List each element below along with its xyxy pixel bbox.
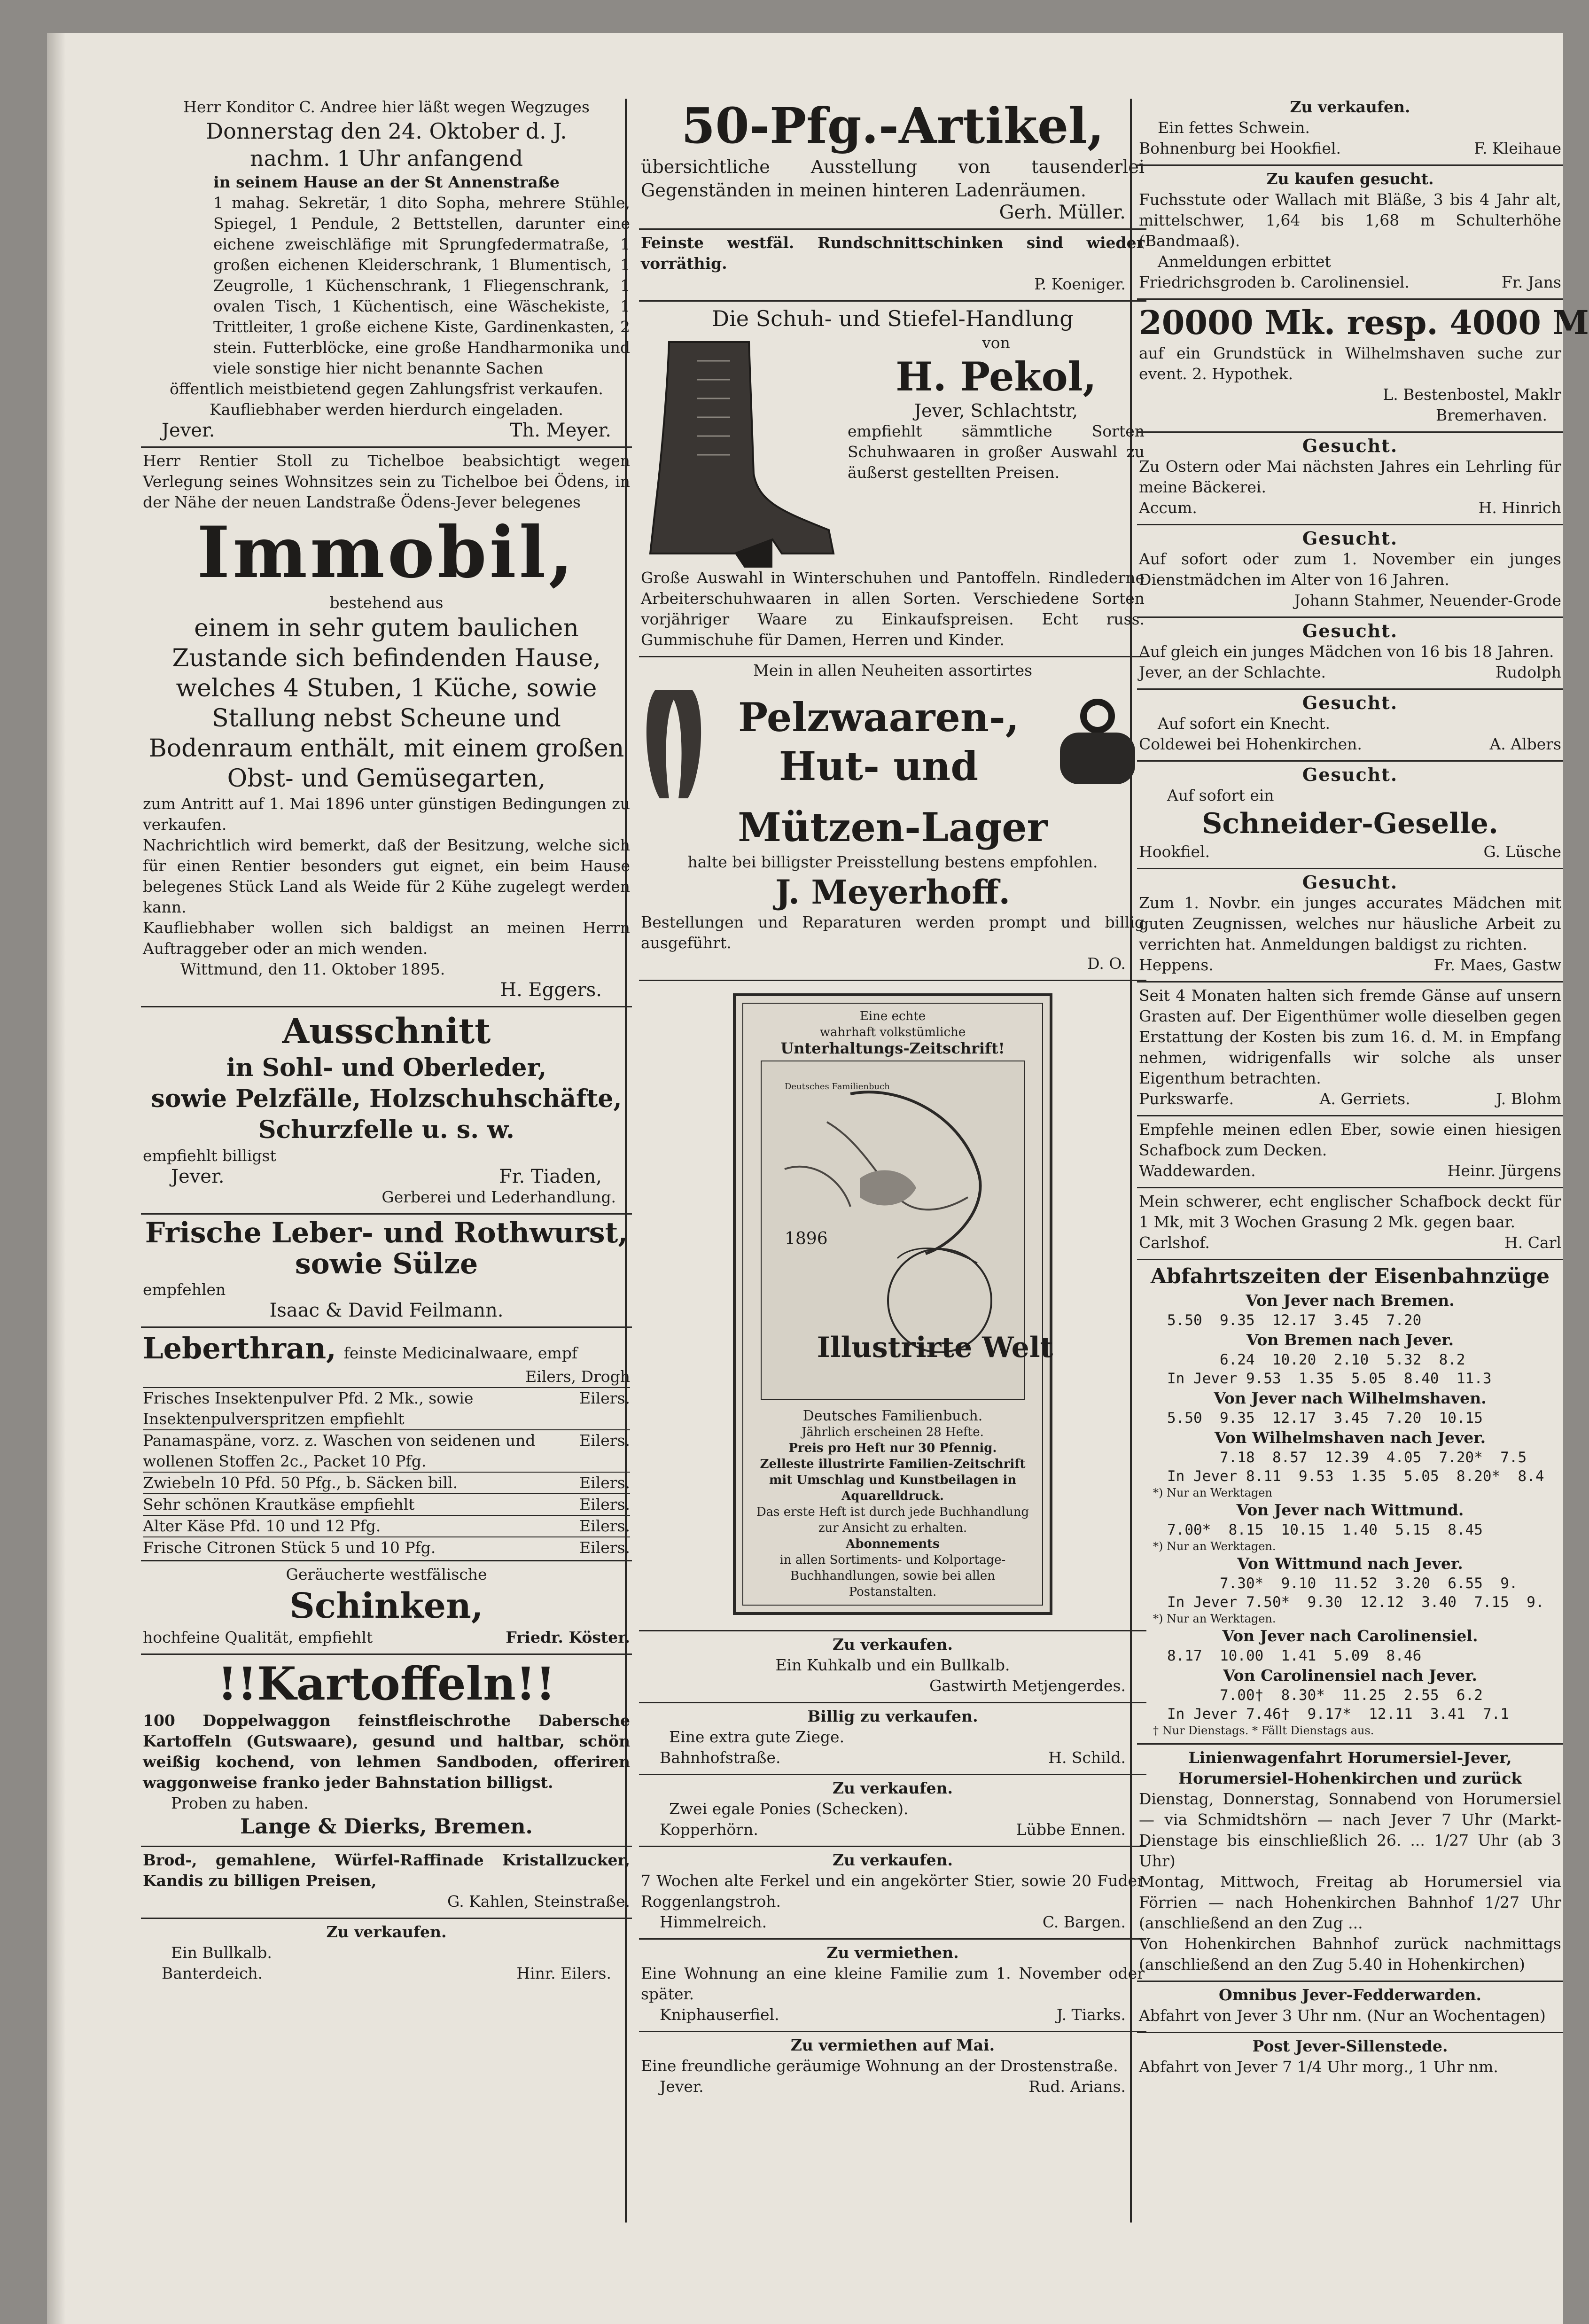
ad-stahmer <box>1137 525 1563 618</box>
eilers-line-text: Panamaspäne, vorz. z. Waschen von seidenen und wollenen Stoffen 2c., Packet 10 Pfg. <box>143 1431 536 1470</box>
ad-meyerhoff-title2: Hut- und <box>779 743 979 789</box>
eilers-line-text: Alter Käse Pfd. 10 und 12 Pfg. <box>143 1517 381 1535</box>
ad-stahmer-text: Auf sofort oder zum 1. November ein junges Dienstmädchen im Alter von 16 Jahren. <box>1139 550 1561 589</box>
ad-feilmann-title2: sowie Sülze <box>295 1248 478 1280</box>
ad-kahlen-signature: G. Kahlen, Steinstraße. <box>447 1892 630 1911</box>
ad-koeniger-signature: P. Koeniger. <box>1034 275 1126 293</box>
ad-welt-abo-head: Abonnements <box>846 1537 940 1551</box>
ad-koeniger <box>639 230 1146 302</box>
ad-welt-price: Preis pro Heft nur 30 Pfennig. <box>788 1441 997 1455</box>
eilers-line-text: Frisches Insektenpulver Pfd. 2 Mk., sowie Insektenpulverspritzen empfiehlt <box>143 1389 474 1428</box>
timetable-row: 7.30* 9.10 11.52 3.20 6.55 9. <box>1167 1575 1518 1592</box>
ad-maes-place: Heppens. <box>1139 956 1214 974</box>
newspaper-page <box>47 33 1589 2324</box>
ad-luschen-title: Schneider-Geselle. <box>1202 807 1498 840</box>
ad-bargen-head: Zu verkaufen. <box>832 1851 953 1869</box>
timetable-note: *) Nur an Werktagen. <box>1153 1540 1276 1553</box>
ad-andree-items: 1 mahag. Sekretär, 1 dito Sopha, mehrere Stühle, Spiegel, 1 Pendule, 2 Bettstellen, darunter eine eichene zweischläfige mit Sprungfedermatraße, 1 großen eichenen Kleiderschrank, 1 Blumentisch, 1 Zeugrolle, 1 Küchenschrank, 1 Fliegenschrank, 1 ovalen Tisch, 1 Küchentisch, eine Wäschekiste, 1 Trittleiter, 1 große eichene Kiste, Gardinenkasten, 2 stein. Futterblöcke, eine große Handharmonika und viele sonstige hier nicht benannte Sachen <box>213 194 630 377</box>
ad-tiaden-line3: Schurzfelle u. s. w. <box>258 1115 515 1144</box>
ad-bullkalb-signature: Hinr. Eilers. <box>516 1964 611 1982</box>
ad-andree-time: nachm. 1 Uhr anfangend <box>249 146 523 171</box>
ad-eilers-lines <box>143 1387 630 1558</box>
ad-tiaden-signature: Fr. Tiaden, <box>499 1166 602 1187</box>
ad-luschen-place: Hookfiel. <box>1139 842 1210 861</box>
ad-rudolph-signature: Rudolph <box>1495 663 1561 681</box>
ad-welt-top2: wahrhaft volkstümliche <box>819 1025 966 1039</box>
timetable-row: 5.50 9.35 12.17 3.45 7.20 10.15 <box>1167 1410 1483 1427</box>
timetable-row: 7.18 8.57 12.39 4.05 7.20* 7.5 <box>1167 1449 1527 1466</box>
timetable-route-head: Von Jever nach Wittmund. <box>1236 1501 1464 1519</box>
ad-welt-cover-imgnote: Deutsches Familienbuch <box>785 1082 890 1092</box>
ad-gerriets-text: Seit 4 Monaten halten sich fremde Gänse auf unsern Grasten auf. Der Eigenthümer wolle dieselben gegen Erstattung der Kosten bis zum 16. d. M. in Empfang nehmen, widrigenfalls wir solche als unser Eigenthum betrachten. <box>1139 986 1561 1087</box>
ad-janssen-signature: Fr. Jans <box>1501 273 1561 291</box>
ad-metjengerdes-text: Ein Kuhkalb und ein Bullkalb. <box>775 1656 1010 1674</box>
ad-welt-desc: Zelleste illustrirte Familien-Zeitschrift mit Umschlag und Kunstbeilagen in Aquarelldruck. <box>760 1457 1026 1503</box>
ad-luschen-head: Gesucht. <box>1302 764 1398 785</box>
ad-juergens-text: Empfehle meinen edlen Eber, sowie einen hiesigen Schafbock zum Decken. <box>1139 1120 1561 1159</box>
ad-andree-invite: Kaufliebhaber werden hierdurch eingeladen. <box>210 400 563 419</box>
ad-welt-frame <box>733 993 1052 1615</box>
ad-eilers-title-note: feinste Medicinalwaare, empf <box>343 1344 578 1362</box>
ad-hinrichs-head: Gesucht. <box>1302 435 1398 456</box>
ad-kahlen-text: Brod-, gemahlene, Würfel-Raffinade Kristallzucker, Kandis zu billigen Preisen, <box>143 1851 630 1890</box>
ad-hinrichs <box>1137 433 1563 525</box>
ad-kartoffeln-samples: Proben zu haben. <box>171 1794 309 1812</box>
ad-immobil-sub: bestehend aus <box>329 593 444 612</box>
timetable-row: In Jever 9.53 1.35 5.05 8.40 11.3 <box>1167 1370 1492 1387</box>
ad-koester-text: hochfeine Qualität, empfiehlt <box>143 1628 373 1646</box>
ad-bullkalb-item: Ein Bullkalb. <box>171 1943 272 1962</box>
eilers-line <box>143 1515 630 1536</box>
ad-arians-head: Zu vermiethen auf Mai. <box>790 2036 995 2054</box>
ad-immobil-title: Immobil, <box>197 511 576 594</box>
ad-omnibus-text: Abfahrt von Jever 3 Uhr nm. (Nur an Wochentagen) <box>1139 2006 1546 2025</box>
ad-ennen-place: Kopperhörn. <box>660 1820 758 1839</box>
eilers-line-signature: Eilers. <box>579 1538 630 1557</box>
ad-gerriets-sig1: A. Gerriets. <box>1319 1090 1410 1108</box>
ad-kartoffeln-signature: Lange & Dierks, Bremen. <box>240 1815 533 1839</box>
ad-schild-text: Eine extra gute Ziege. <box>669 1728 845 1746</box>
ad-feilmann-title1: Frische Leber- und Rothwurst, <box>145 1217 628 1249</box>
ad-ennen-signature: Lübbe Ennen. <box>1016 1820 1126 1839</box>
eilers-line-signature: Eilers. <box>579 1474 630 1492</box>
ad-mueller-text: übersichtliche Ausstellung von tausenderlei Gegenständen in meinen hinteren Ladenräumen. <box>641 156 1145 201</box>
eilers-line-text: Zwiebeln 10 Pfd. 50 Pfg., b. Säcken bill. <box>143 1474 458 1492</box>
ad-janssen-head: Zu kaufen gesucht. <box>1266 170 1434 188</box>
timetable-row: 5.50 9.35 12.17 3.45 7.20 <box>1167 1312 1422 1329</box>
ad-bestenbostel-title: 20000 Mk. resp. 4000 M <box>1139 303 1589 342</box>
ad-bestenbostel-city: Bremerhaven. <box>1436 406 1547 424</box>
ad-welt-cover-title: Illustrirte Welt <box>817 1331 1053 1364</box>
ad-bargen-text: 7 Wochen alte Ferkel und ein angekörter Stier, sowie 20 Fuder Roggenlangstroh. <box>641 1872 1145 1911</box>
ad-eilers-title: Leberthran, <box>143 1331 336 1365</box>
ad-pekol <box>639 302 1146 657</box>
ad-arians-signature: Rud. Arians. <box>1028 2077 1126 2096</box>
ad-feilmann-signature: Isaac & David Feilmann. <box>269 1300 504 1321</box>
ad-tiaden-line1: in Sohl- und Oberleder, <box>226 1053 547 1082</box>
ad-immobil <box>141 448 632 1007</box>
ad-immobil-intro: Herr Rentier Stoll zu Tichelboe beabsichtigt wegen Verlegung seines Wohnsitzes sein zu Tichelboe bei Ödens, in der Nähe der neuen Landstraße Ödens-Jever belegenes <box>143 452 630 511</box>
ad-immobil-dateline: Wittmund, den 11. Oktober 1895. <box>180 960 445 978</box>
ad-tiarks-text: Eine Wohnung an eine kleine Familie zum 1. November oder später. <box>641 1964 1145 2003</box>
ad-meyerhoff-abbr: D. O. <box>1087 954 1126 973</box>
eilers-line <box>143 1536 630 1558</box>
ad-ennen <box>639 1775 1146 1847</box>
ad-bestenbostel <box>1137 300 1589 433</box>
column-2 <box>639 94 1146 2103</box>
ad-arians <box>639 2032 1146 2103</box>
magazine-cover-illustration-icon <box>756 1056 1053 1404</box>
timetable-row: In Jever 8.11 9.53 1.35 5.05 8.20* 8.4 <box>1167 1468 1544 1485</box>
ad-linienwagen <box>1137 1745 1563 1982</box>
ad-kartoffeln <box>141 1655 632 1847</box>
ad-immobil-desc: einem in sehr gutem baulichen Zustande sich befindenden Hause, welches 4 Stuben, 1 Küche, sowie Stallung nebst Scheune und Bodenraum enthält, mit einem großen Obst- und Gemüsegarten, <box>148 614 624 793</box>
ad-carlshof-signature: H. Carl <box>1504 1233 1561 1252</box>
ad-welt-first: Das erste Heft ist durch jede Buchhandlung zur Ansicht zu erhalten. <box>756 1505 1029 1535</box>
ad-andree-intro: Herr Konditor C. Andree hier läßt wegen Wegzuges <box>183 98 590 116</box>
ad-schild-head: Billig zu verkaufen. <box>807 1707 978 1725</box>
ad-bullkalb <box>141 1919 632 1989</box>
timetable-note: *) Nur an Werktagen <box>1153 1486 1272 1499</box>
ad-albers-text: Auf sofort ein Knecht. <box>1158 714 1330 733</box>
boot-illustration-icon <box>641 333 838 568</box>
ad-tiaden-trade: Gerberei und Lederhandlung. <box>382 1188 616 1206</box>
ad-gerriets <box>1137 983 1563 1116</box>
ad-carlshof-text: Mein schwerer, echt englischer Schafbock deckt für 1 Mk, mit 3 Wochen Grasung 2 Mk. gegen baar. <box>1139 1192 1561 1231</box>
column-3 <box>1137 94 1589 2083</box>
ad-kartoffeln-text: 100 Doppelwaggon feinstfleischrothe Dabersche Kartoffeln (Gutswaare), gesund und haltbar, schön weißig kochend, von lehmen Sandboden, offeriren waggonweise franko jeder Bahnstation billigst. <box>143 1711 630 1792</box>
timetable-note: *) Nur an Werktagen. <box>1153 1612 1276 1625</box>
ad-andree-signature: Th. Meyer. <box>509 420 611 441</box>
ad-eilers-sig-main: Eilers, Drogh <box>525 1367 630 1386</box>
ad-albers-head: Gesucht. <box>1302 692 1398 713</box>
ad-rudolph-place: Jever, an der Schlachte. <box>1139 663 1326 681</box>
ad-pekol-head: Die Schuh- und Stiefel-Handlung <box>712 306 1074 331</box>
ad-bullkalb-place: Banterdeich. <box>162 1964 263 1982</box>
ad-carlshof-place: Carlshof. <box>1139 1233 1210 1252</box>
ad-pekol-von: von <box>982 334 1010 352</box>
ad-tiaden <box>141 1007 632 1215</box>
ad-koester-pre: Geräucherte westfälische <box>286 1565 487 1583</box>
ad-juergens <box>1137 1116 1563 1188</box>
ad-post-title: Post Jever-Sillenstede. <box>1252 2037 1448 2055</box>
ad-maes <box>1137 869 1563 983</box>
ad-pekol-name: H. Pekol, <box>896 353 1097 400</box>
ad-omnibus-title: Omnibus Jever-Fedderwarden. <box>1218 1986 1482 2004</box>
ad-stahmer-signature: Johann Stahmer, Neuender-Grode <box>1294 591 1561 609</box>
ad-bestenbostel-text: auf ein Grundstück in Wilhelmshaven suche zur event. 2. Hypothek. <box>1139 344 1561 383</box>
ad-kartoffeln-title: !!Kartoffeln!! <box>217 1657 556 1710</box>
ad-pekol-address: Jever, Schlachtstr, <box>914 400 1078 421</box>
ad-luschen-signature: G. Lüsche <box>1483 842 1561 861</box>
ad-welt-top3: Unterhaltungs-Zeitschrift! <box>780 1039 1005 1057</box>
ad-maes-head: Gesucht. <box>1302 872 1398 893</box>
ad-tiarks-place: Kniphauserfiel. <box>660 2005 779 2024</box>
ad-post-text: Abfahrt von Jever 7 1/4 Uhr morg., 1 Uhr nm. <box>1139 2058 1498 2076</box>
ad-tiaden-recommend: empfiehlt billigst <box>143 1146 276 1165</box>
ad-post <box>1137 2033 1563 2083</box>
ad-arians-text: Eine freundliche geräumige Wohnung an der Drostenstraße. <box>641 2057 1118 2075</box>
ad-hinrichs-signature: H. Hinrich <box>1478 499 1561 517</box>
timetable-row: In Jever 7.50* 9.30 12.12 3.40 7.15 9. <box>1167 1594 1544 1611</box>
timetable-row: In Jever 7.46† 9.17* 12.11 3.41 7.1 <box>1167 1706 1509 1723</box>
ad-kleihauer-text: Ein fettes Schwein. <box>1158 118 1310 137</box>
ad-tiaden-title: Ausschnitt <box>282 1011 491 1052</box>
timetable-route-head: Von Carolinensiel nach Jever. <box>1223 1666 1477 1685</box>
ad-rudolph-text: Auf gleich ein junges Mädchen von 16 bis 18 Jahren. <box>1139 642 1554 661</box>
ad-albers <box>1137 690 1563 762</box>
ad-eilers <box>141 1328 632 1561</box>
timetable-title: Abfahrtszeiten der Eisenbahnzüge <box>1150 1264 1550 1288</box>
ad-janssen-reply: Anmeldungen erbittet <box>1158 252 1331 271</box>
ad-hinrichs-text: Zu Ostern oder Mai nächsten Jahres ein Lehrling für meine Bäckerei. <box>1139 457 1561 496</box>
timetable-row: 7.00* 8.15 10.15 1.40 5.15 8.45 <box>1167 1521 1483 1538</box>
ad-bargen <box>639 1847 1146 1940</box>
ad-omnibus <box>1137 1982 1563 2033</box>
eilers-line-signature: Eilers. <box>579 1389 630 1407</box>
ad-andree-place: in seinem Hause an der St Annenstraße <box>213 173 560 191</box>
ad-tiarks-signature: J. Tiarks. <box>1056 2005 1126 2024</box>
eilers-line-text: Frische Citronen Stück 5 und 10 Pfg. <box>143 1538 436 1557</box>
ad-kleihauer-place: Bohnenburg bei Hookfiel. <box>1139 139 1341 157</box>
ad-tiaden-line2: sowie Pelzfälle, Holzschuhschäfte, <box>151 1084 622 1113</box>
eilers-line-text: Sehr schönen Krautkäse empfiehlt <box>143 1495 415 1513</box>
ad-hinrichs-place: Accum. <box>1139 499 1197 517</box>
ad-janssen-text: Fuchsstute oder Wallach mit Bläße, 3 bis 4 Jahr alt, mittelschwer, 1,64 bis 1,68 m Schulterhöhe (Bandmaaß). <box>1139 190 1561 250</box>
ad-mueller-title: 50-Pfg.-Artikel, <box>681 97 1104 155</box>
ad-ennen-head: Zu verkaufen. <box>832 1779 953 1797</box>
timetable-note: † Nur Dienstags. * Fällt Dienstags aus. <box>1153 1724 1374 1737</box>
ad-gerriets-place: Purkswarfe. <box>1139 1090 1234 1108</box>
ad-pekol-body2: Große Auswahl in Winterschuhen und Pantoffeln. Rindlederne Arbeiterschuhwaaren in allen Sorten. Verschiedene Sorten vorjähriger Waare zu Einkaufspreisen. Echt russ. Gummischuhe für Damen, Herren und Kinder. <box>641 569 1145 649</box>
ad-tiarks-head: Zu vermiethen. <box>826 1943 959 1962</box>
ad-immobil-terms: zum Antritt auf 1. Mai 1896 unter günstigen Bedingungen zu verkaufen. <box>143 795 630 834</box>
ad-welt-issues: Jährlich erscheinen 28 Hefte. <box>802 1425 984 1439</box>
timetable <box>1137 1260 1563 1745</box>
ad-carlshof <box>1137 1188 1563 1260</box>
ad-juergens-signature: Heinr. Jürgens <box>1447 1162 1561 1180</box>
ad-bullkalb-head: Zu verkaufen. <box>326 1923 447 1941</box>
ad-schild <box>639 1703 1146 1775</box>
ad-andree-date: Donnerstag den 24. Oktober d. J. <box>206 118 567 144</box>
ad-andree <box>141 94 632 448</box>
ad-bargen-place: Himmelreich. <box>660 1913 767 1931</box>
ad-mueller-signature: Gerh. Müller. <box>999 202 1126 223</box>
ad-linienwagen-text3: Von Hohenkirchen Bahnhof zurück nachmittags (anschließend an den Zug 5.40 in Hohenkirchen) <box>1139 1934 1561 1973</box>
ad-metjengerdes <box>639 1631 1146 1703</box>
ad-ennen-text: Zwei egale Ponies (Schecken). <box>669 1800 909 1818</box>
ad-juergens-place: Waddewarden. <box>1139 1162 1256 1180</box>
eilers-line <box>143 1429 630 1472</box>
ad-andree-place-sig: Jever. <box>162 420 215 441</box>
ad-janssen-place: Friedrichsgroden b. Carolinensiel. <box>1139 273 1410 291</box>
ad-linienwagen-text2: Montag, Mittwoch, Freitag ab Horumersiel via Förrien — nach Hohenkirchen Bahnhof 1/27 Uhr (anschließend an den Zug ... <box>1139 1872 1561 1932</box>
ad-arians-place: Jever. <box>660 2077 704 2096</box>
ad-koeniger-text: Feinste westfäl. Rundschnittschinken sind wieder vorräthig. <box>641 234 1145 273</box>
ad-meyerhoff-title3: Mützen-Lager <box>738 804 1048 850</box>
ad-feilmann <box>141 1215 632 1328</box>
ad-metjengerdes-head: Zu verkaufen. <box>832 1635 953 1653</box>
ad-bestenbostel-signature: L. Bestenbostel, Maklr <box>1383 385 1561 404</box>
ad-welt-abo-text: in allen Sortiments- und Kolportage-Buchhandlungen, sowie bei allen Postanstalten. <box>779 1553 1006 1599</box>
eilers-line-signature: Eilers. <box>579 1517 630 1535</box>
timetable-route-head: Von Jever nach Carolinensiel. <box>1222 1627 1478 1645</box>
ad-pekol-body1: empfiehlt sämmtliche Sorten Schuhwaaren in großer Auswahl zu äußerst gestellten Preisen. <box>848 422 1145 482</box>
ad-rudolph <box>1137 618 1563 690</box>
timetable-route-head: Von Wilhelmshaven nach Jever. <box>1214 1428 1486 1447</box>
ad-schild-signature: H. Schild. <box>1048 1748 1126 1767</box>
fur-boa-icon <box>641 681 707 803</box>
ad-maes-text: Zum 1. Novbr. ein junges accurates Mädchen mit guten Zeugnissen, welches nur häusliche Arbeit zu verrichten hat. Anmeldungen baldigst zu richten. <box>1139 894 1561 953</box>
ad-gerriets-sig2: J. Blohm <box>1496 1090 1561 1108</box>
eilers-line <box>143 1493 630 1515</box>
ad-bargen-signature: C. Bargen. <box>1042 1913 1126 1931</box>
ad-metjengerdes-signature: Gastwirth Metjengerdes. <box>929 1677 1126 1695</box>
ad-immobil-signature: H. Eggers. <box>500 979 602 1001</box>
ad-janssen <box>1137 166 1563 300</box>
timetable-route-head: Von Wittmund nach Jever. <box>1237 1554 1463 1573</box>
eilers-line-signature: Eilers. <box>579 1431 630 1450</box>
ad-kleihauer-signature: F. Kleihaue <box>1474 139 1561 157</box>
timetable-row: 8.17 10.00 1.41 5.09 8.46 <box>1167 1647 1422 1664</box>
ad-feilmann-recommend: empfehlen <box>143 1280 226 1299</box>
ad-meyerhoff-repairs: Bestellungen und Reparaturen werden prompt und billig ausgeführt. <box>641 913 1145 952</box>
ad-tiarks <box>639 1940 1146 2032</box>
ad-maes-signature: Fr. Maes, Gastw <box>1433 956 1561 974</box>
ad-schild-place: Bahnhofstraße. <box>660 1748 781 1767</box>
ad-kleihauer <box>1137 94 1563 166</box>
eilers-line <box>143 1387 630 1429</box>
timetable-route-head: Von Bremen nach Jever. <box>1246 1331 1454 1349</box>
timetable-route-head: Von Jever nach Wilhelmshaven. <box>1214 1389 1487 1407</box>
ad-kleihauer-head: Zu verkaufen. <box>1290 98 1410 116</box>
ad-meyerhoff-name: J. Meyerhoff. <box>775 873 1010 912</box>
ad-rudolph-head: Gesucht. <box>1302 620 1398 641</box>
ad-meyerhoff-text: halte bei billigster Preisstellung bestens empfohlen. <box>687 853 1098 871</box>
ad-meyerhoff-intro: Mein in allen Neuheiten assortirtes <box>753 661 1032 679</box>
ad-meyerhoff-title1: Pelzwaaren-, <box>738 694 1019 741</box>
column-1 <box>141 94 632 1989</box>
ad-immobil-invite: Kaufliebhaber wollen sich baldigst an meinen Herrn Auftraggeber oder an mich wenden. <box>143 919 630 958</box>
ad-meyerhoff <box>639 657 1146 981</box>
timetable-routes <box>1139 1290 1561 1738</box>
fur-muff-icon <box>1051 695 1145 789</box>
ad-luschen <box>1137 762 1563 869</box>
ad-stahmer-head: Gesucht. <box>1302 528 1398 549</box>
ad-welt-top1: Eine echte <box>859 1009 926 1023</box>
ad-welt-subtitle: Deutsches Familienbuch. <box>802 1408 983 1424</box>
ad-koester-title: Schinken, <box>289 1586 483 1626</box>
timetable-route-head: Von Jever nach Bremen. <box>1246 1291 1455 1310</box>
timetable-row: 7.00† 8.30* 11.25 2.55 6.2 <box>1167 1687 1483 1704</box>
timetable-row: 6.24 10.20 2.10 5.32 8.2 <box>1167 1351 1465 1368</box>
ad-illustrirte-welt <box>639 981 1146 1631</box>
ad-tiaden-place: Jever. <box>171 1166 225 1187</box>
eilers-line <box>143 1472 630 1493</box>
ad-koester <box>141 1561 632 1655</box>
ad-koester-signature: Friedr. Köster. <box>506 1628 630 1646</box>
ad-mueller <box>639 94 1146 230</box>
ad-kahlen <box>141 1847 632 1919</box>
ad-welt-year: 1896 <box>785 1229 828 1248</box>
ad-luschen-pre: Auf sofort ein <box>1167 786 1274 804</box>
ad-linienwagen-title: Linienwagenfahrt Horumersiel-Jever, Horumersiel-Hohenkirchen und zurück <box>1178 1748 1522 1787</box>
ad-andree-terms: öffentlich meistbietend gegen Zahlungsfrist verkaufen. <box>170 380 603 398</box>
eilers-line-signature: Eilers. <box>579 1495 630 1513</box>
ad-albers-place: Coldewei bei Hohenkirchen. <box>1139 735 1362 753</box>
ad-immobil-note: Nachrichtlich wird bemerkt, daß der Besitzung, welche sich für einen Rentier besonders gut eignet, ein beim Hause belegenes Stück Land als Weide für 2 Kühe zugelegt werden kann. <box>143 836 630 916</box>
ad-albers-signature: A. Albers <box>1489 735 1561 753</box>
ad-linienwagen-text1: Dienstag, Donnerstag, Sonnabend von Horumersiel — via Schmidtshörn — nach Jever 7 Uhr (Markt-Dienstage bis einschließlich 26. ... 1/27 Uhr (ab 3 Uhr) <box>1139 1790 1561 1870</box>
